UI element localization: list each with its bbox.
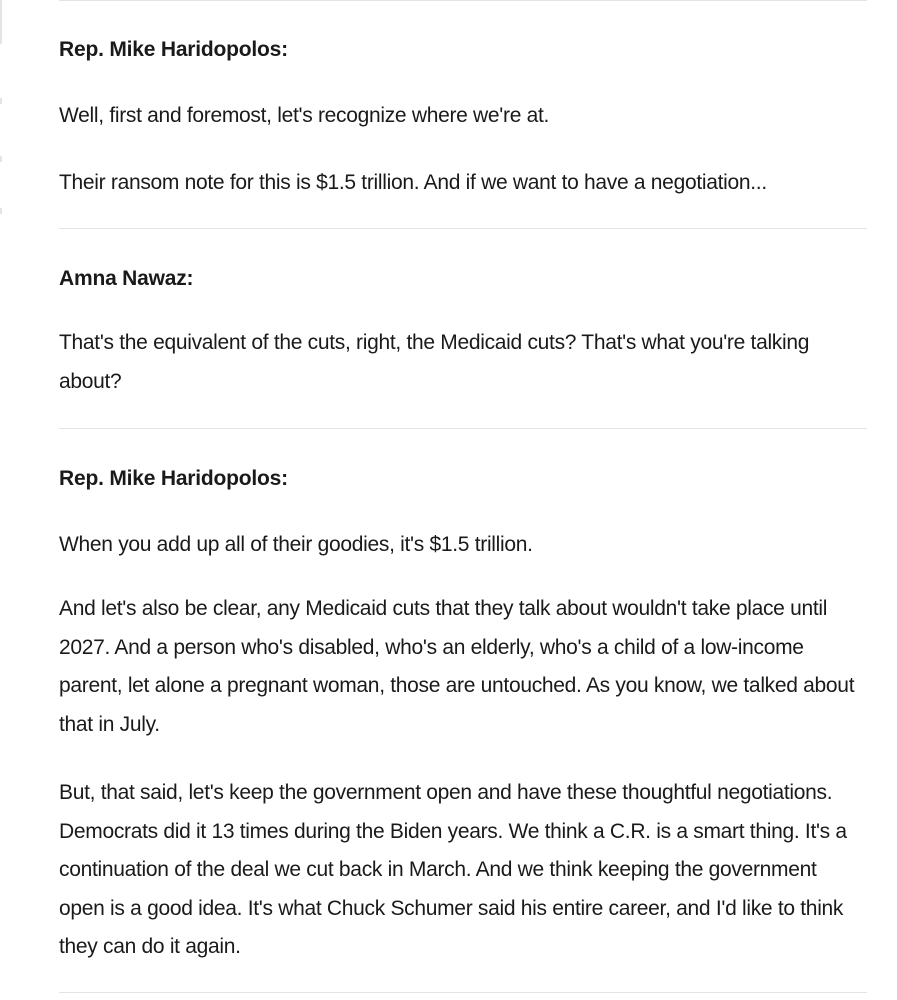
speech-paragraph: But, that said, let's keep the government open and have these thoughtful negotiations. Democrats did it 13 times during the Biden years. We think a C.R. is a smart thing. It's a continuation of the deal we cut back in March. And we think keeping the government open is a good idea. It's what Chuck Schumer said his entire career, and I'd like to think they can do it again.: [59, 781, 847, 958]
speaker-name: Rep. Mike Haridopolos:: [59, 38, 288, 61]
left-edge-mark: [0, 0, 2, 44]
speaker-name: Amna Nawaz:: [59, 267, 194, 290]
divider: [59, 228, 867, 229]
left-edge-tick: [0, 98, 2, 104]
divider: [59, 428, 867, 429]
divider: [59, 992, 867, 993]
left-edge-tick: [0, 156, 2, 162]
speech-paragraph: And let's also be clear, any Medicaid cuts that they talk about wouldn't take place until 2027. And a person who's disabled, who's an elderly, who's a child of a low-income parent, let alone a pregnant woman, those are untouched. As you know, we talked about that in July.: [59, 597, 855, 736]
divider: [59, 0, 867, 1]
speech-paragraph: When you add up all of their goodies, it's $1.5 trillion.: [59, 533, 533, 556]
speech-paragraph: Well, first and foremost, let's recognize where we're at.: [59, 104, 550, 127]
speech-paragraph: Their ransom note for this is $1.5 trillion. And if we want to have a negotiation...: [59, 171, 767, 194]
speech-paragraph: That's the equivalent of the cuts, right, the Medicaid cuts? That's what you're talking about?: [59, 331, 810, 393]
speaker-name: Rep. Mike Haridopolos:: [59, 467, 288, 490]
left-edge-tick: [0, 208, 2, 214]
